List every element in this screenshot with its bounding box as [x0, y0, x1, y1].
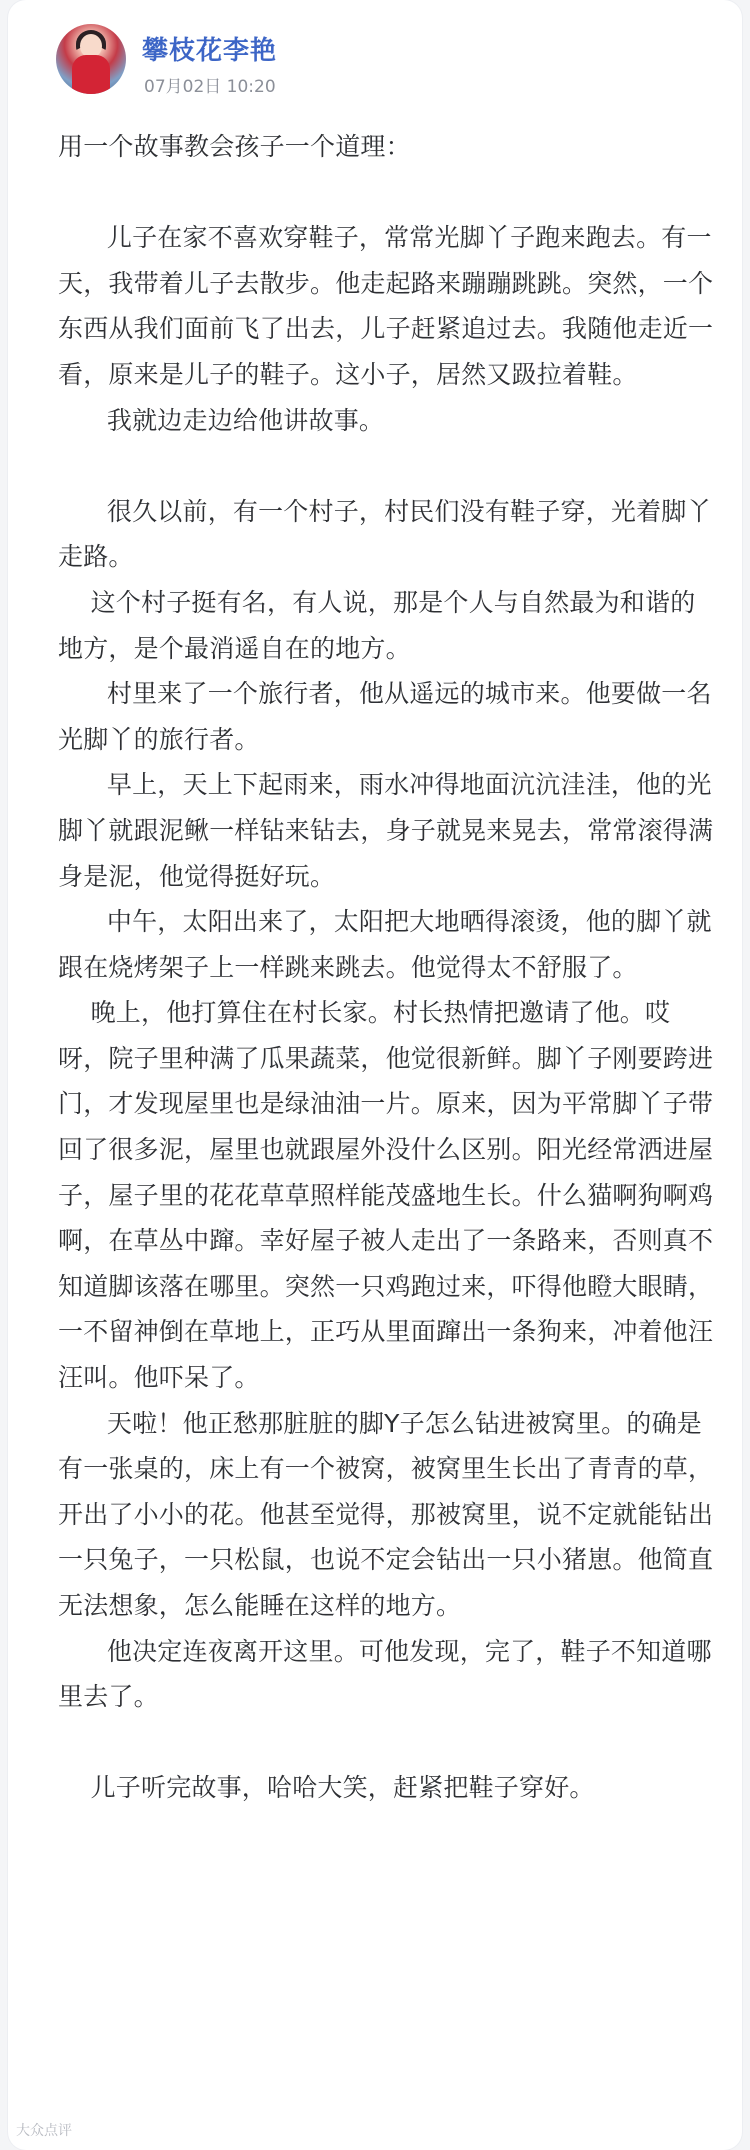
- story-paragraph-7: 中午，太阳出来了，太阳把大地晒得滚烫，他的脚丫就跟在烧烤架子上一样跳来跳去。他觉得太不舒服了。: [58, 907, 712, 982]
- paragraph-gap: [58, 443, 718, 489]
- watermark-text: 大众点评: [16, 2123, 72, 2139]
- post-intro: 用一个故事教会孩子一个道理：: [58, 132, 411, 161]
- paragraph-gap: [58, 1720, 718, 1766]
- story-paragraph-3: 很久以前，有一个村子，村民们没有鞋子穿，光着脚丫走路。: [58, 496, 712, 572]
- story-paragraph-1: 儿子在家不喜欢穿鞋子，常常光脚丫子跑来跑去。有一天，我带着儿子去散步。他走起路来蹦蹦跳跳。突然，一个东西从我们面前飞了出去，儿子赶紧追过去。我随他走近一看，原来是儿子的鞋子。这小子，居然又趿拉着鞋。: [58, 223, 714, 389]
- story-paragraph-4: 这个村子挺有名，有人说，那是个人与自然最为和谐的地方，是个最消遥自在的地方。: [58, 587, 696, 663]
- story-paragraph-5: 村里来了一个旅行者，他从遥远的城市来。他要做一名光脚丫的旅行者。: [58, 679, 712, 754]
- story-paragraph-2: 我就边走边给他讲故事。: [58, 405, 385, 435]
- story-paragraph-6: 早上，天上下起雨来，雨水冲得地面沆沆洼洼，他的光脚丫就跟泥鳅一样钻来钻去，身子就晃来晃去，常常滚得满身是泥，他觉得挺好玩。: [58, 770, 714, 891]
- post-body: [58, 124, 718, 1811]
- story-paragraph-11: 儿子听完故事，哈哈大笑，赶紧把鞋子穿好。: [58, 1773, 595, 1803]
- post-card: [8, 0, 742, 2150]
- avatar-body-shape: [72, 55, 110, 94]
- story-paragraph-9: 天啦！他正愁那脏脏的脚Y子怎么钻进被窝里。的确是有一张桌的，床上有一个被窝，被窝里生长出了青青的草，开出了小小的花。他甚至觉得，那被窝里，说不定就能钻出一只兔子，一只松鼠，也说不定会钻出一只小猪崽。他简直无法想象，怎么能睡在这样的地方。: [58, 1408, 714, 1620]
- paragraph-gap: [58, 170, 718, 216]
- post-header: [50, 22, 710, 100]
- author-name[interactable]: 攀枝花李艳: [142, 36, 278, 66]
- avatar[interactable]: [56, 24, 126, 94]
- story-paragraph-10: 他决定连夜离开这里。可他发现，完了，鞋子不知道哪里去了。: [58, 1636, 712, 1712]
- story-paragraph-8: 晚上，他打算住在村长家。村长热情把邀请了他。哎呀，院子里种满了瓜果蔬菜，他觉很新鲜。脚丫子刚要跨进门，才发现屋里也是绿油油一片。原来，因为平常脚丫子带回了很多泥，屋里也就跟屋外没什么区别。阳光经常洒进屋子，屋子里的花花草草照样能茂盛地生长。什么猫啊狗啊鸡啊，在草丛中蹿。幸好屋子被人走出了一条路来，否则真不知道脚该落在哪里。突然一只鸡跑过来，吓得他瞪大眼睛，一不留神倒在草地上，正巧从里面蹿出一条狗来，冲着他汪汪叫。他吓呆了。: [58, 998, 714, 1393]
- post-timestamp: 07月02日 10:20: [144, 77, 276, 97]
